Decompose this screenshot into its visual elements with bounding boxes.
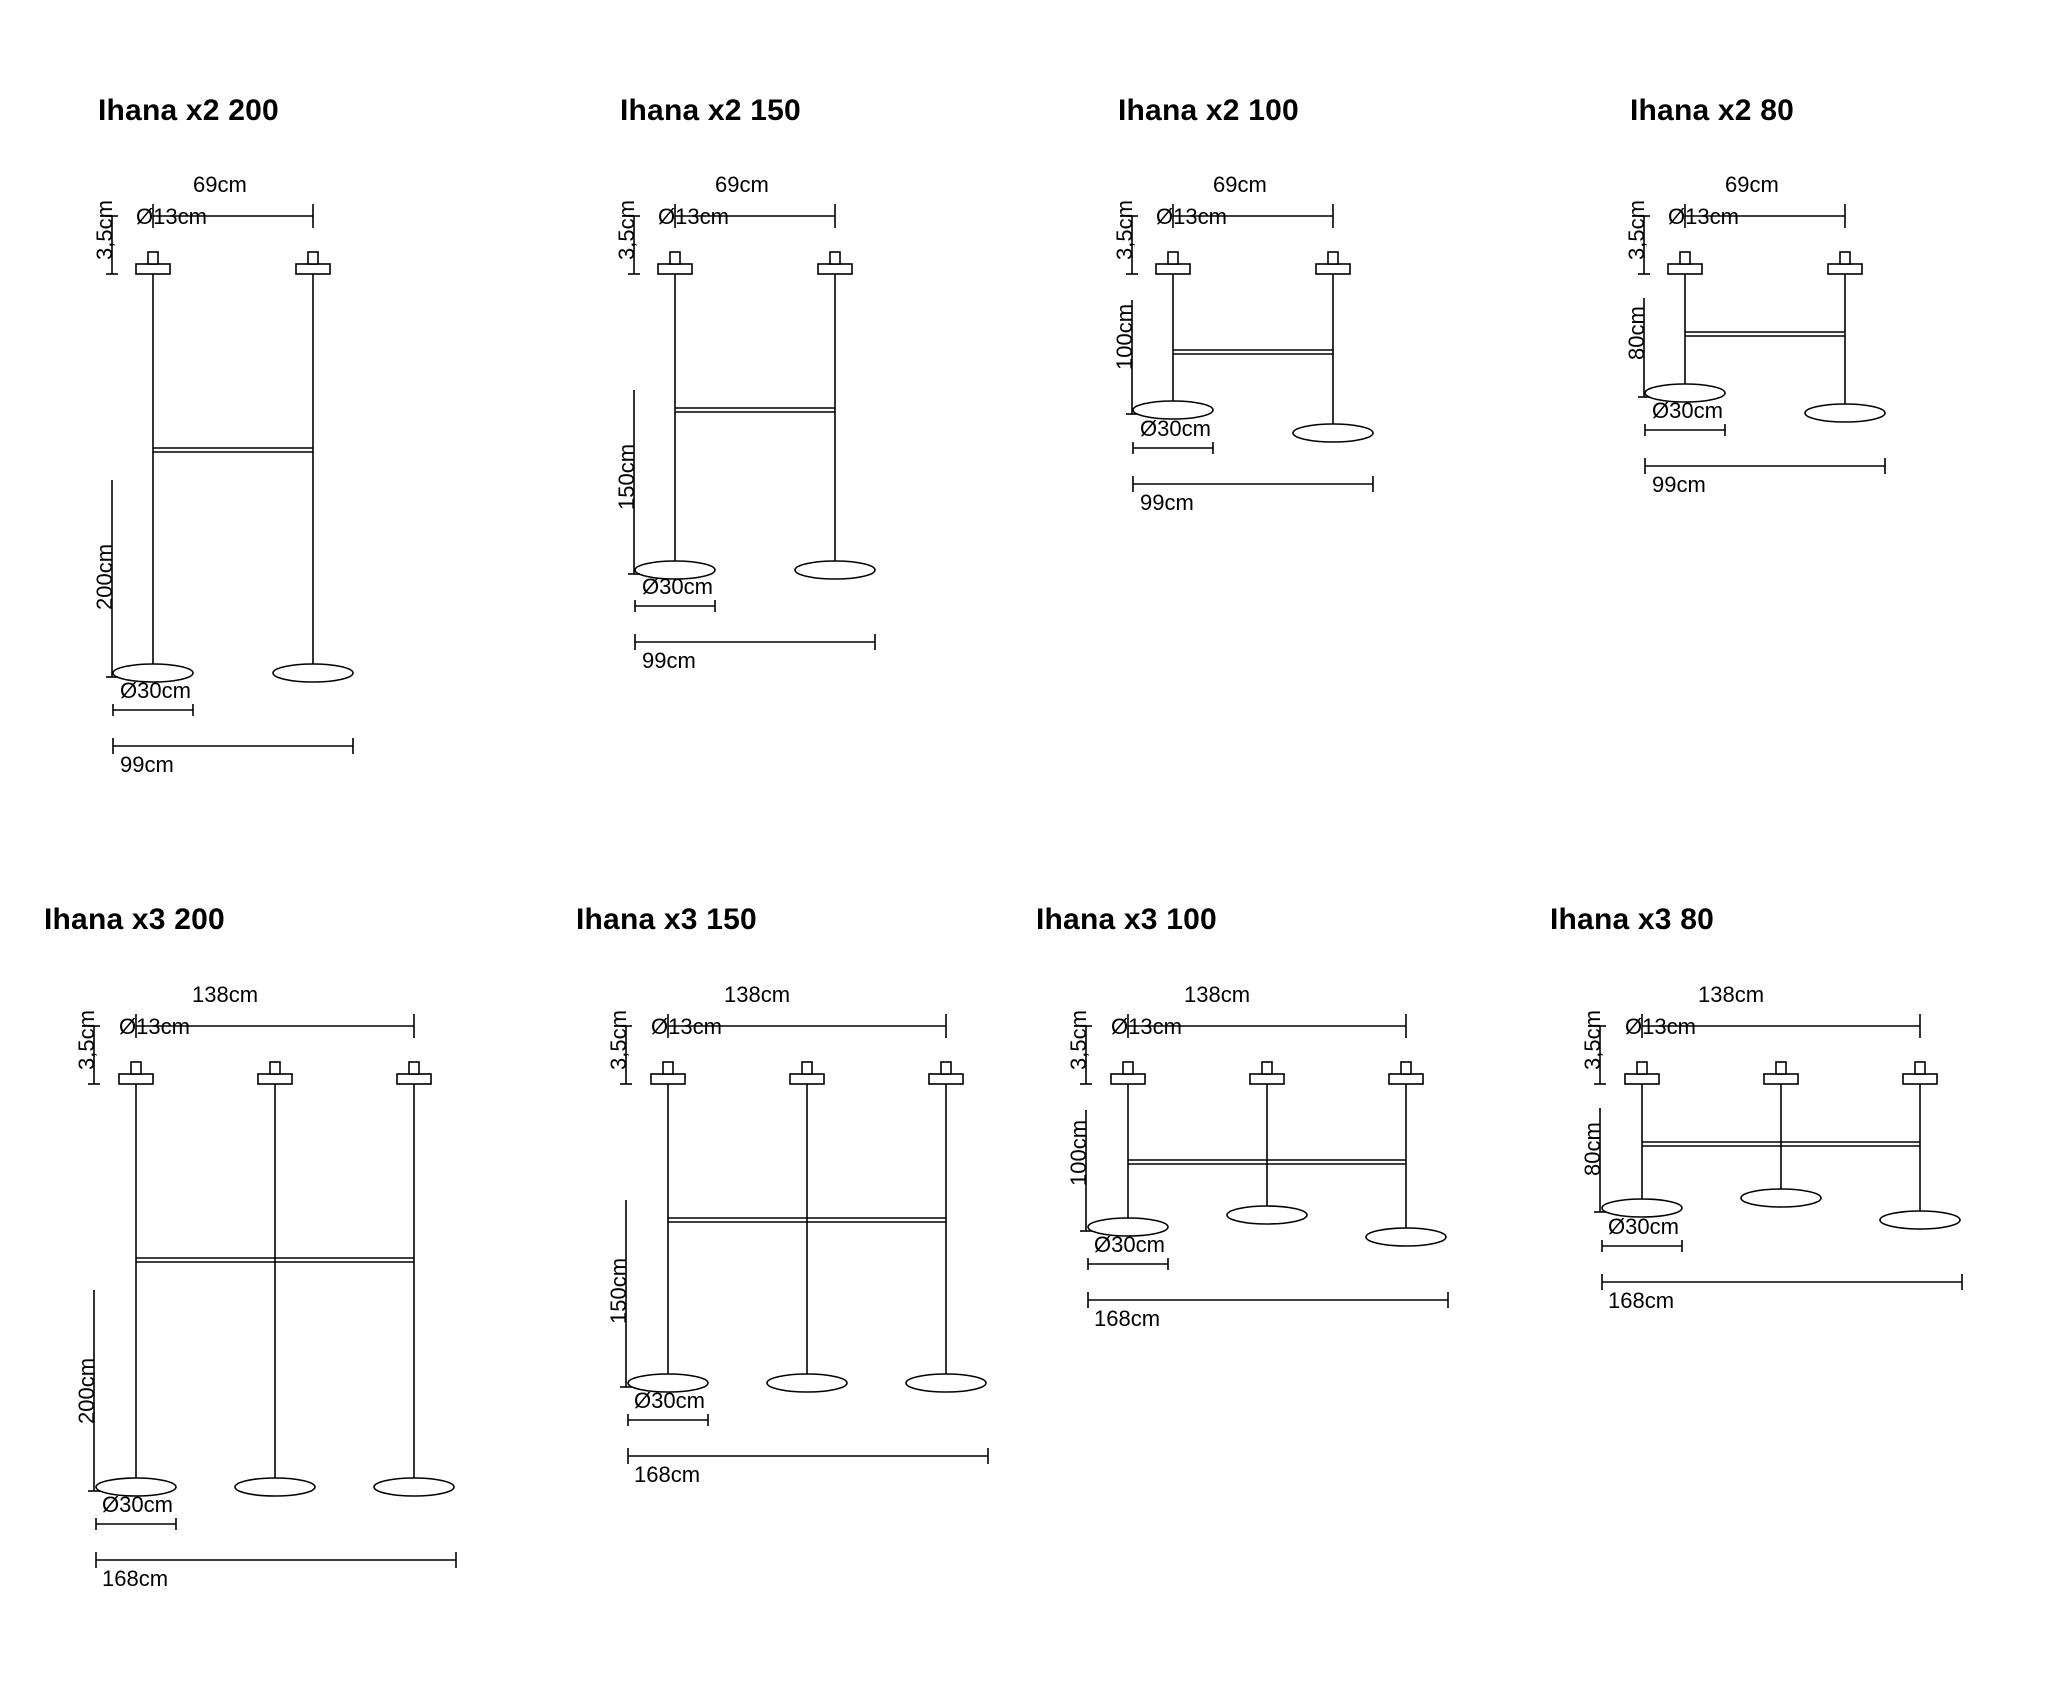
- dim-drop-height: 150cm: [614, 443, 639, 510]
- dim-overall-width: 99cm: [1140, 490, 1194, 515]
- dim-top-width: 138cm: [724, 982, 791, 1007]
- dim-base-diameter: Ø30cm: [1608, 1214, 1679, 1239]
- drawing-ihana-x2-150: [614, 172, 960, 700]
- drawing-ihana-x2-80: [1624, 172, 1970, 580]
- dim-drop-height: 80cm: [1580, 1122, 1605, 1176]
- dim-drop-height: 100cm: [1066, 1119, 1091, 1186]
- dim-canopy-diameter: Ø13cm: [1111, 1014, 1182, 1039]
- panel-title: Ihana x3 100: [1036, 903, 1217, 936]
- dim-overall-width: 99cm: [1652, 472, 1706, 497]
- dim-canopy-height: 3,5cm: [606, 1010, 631, 1070]
- dim-canopy-height: 3,5cm: [1624, 200, 1649, 260]
- drawing-svg: [576, 990, 996, 1530]
- drawing-ihana-x2-100: [1112, 172, 1458, 610]
- dim-top-width: 138cm: [192, 982, 259, 1007]
- dim-overall-width: 99cm: [120, 752, 174, 777]
- dim-top-width: 138cm: [1698, 982, 1765, 1007]
- dim-drop-height: 100cm: [1112, 303, 1137, 370]
- drawing-svg: [1036, 990, 1456, 1440]
- dim-canopy-diameter: Ø13cm: [136, 204, 207, 229]
- dim-overall-width: 168cm: [102, 1566, 169, 1591]
- drawing-svg: [1550, 990, 1970, 1420]
- dim-canopy-height: 3,5cm: [1580, 1010, 1605, 1070]
- drawing-ihana-x2-200: [92, 172, 438, 780]
- drawing-svg: [1630, 180, 1970, 580]
- dim-drop-height: 200cm: [74, 1357, 99, 1424]
- panel-title: Ihana x3 80: [1550, 903, 1714, 936]
- dim-canopy-height: 3,5cm: [1066, 1010, 1091, 1070]
- panel-title: Ihana x3 150: [576, 903, 757, 936]
- panel-title: Ihana x2 200: [98, 94, 279, 127]
- drawing-ihana-x3-100: [1036, 982, 1456, 1440]
- dim-base-diameter: Ø30cm: [102, 1492, 173, 1517]
- dim-top-width: 138cm: [1184, 982, 1251, 1007]
- dim-drop-height: 150cm: [606, 1257, 631, 1324]
- dim-drop-height: 80cm: [1624, 306, 1649, 360]
- panel-title: Ihana x2 100: [1118, 94, 1299, 127]
- dim-overall-width: 168cm: [634, 1462, 701, 1487]
- dim-overall-width: 168cm: [1608, 1288, 1675, 1313]
- dim-base-diameter: Ø30cm: [120, 678, 191, 703]
- dim-canopy-height: 3,5cm: [1112, 200, 1137, 260]
- dim-canopy-diameter: Ø13cm: [651, 1014, 722, 1039]
- dim-canopy-height: 3,5cm: [92, 200, 117, 260]
- dim-base-diameter: Ø30cm: [1094, 1232, 1165, 1257]
- dim-canopy-height: 3,5cm: [74, 1010, 99, 1070]
- dim-top-width: 69cm: [715, 172, 769, 197]
- dim-canopy-diameter: Ø13cm: [1156, 204, 1227, 229]
- dim-canopy-diameter: Ø13cm: [658, 204, 729, 229]
- panel-title: Ihana x3 200: [44, 903, 225, 936]
- drawing-ihana-x3-80: [1550, 982, 1970, 1420]
- dim-base-diameter: Ø30cm: [634, 1388, 705, 1413]
- dim-base-diameter: Ø30cm: [1140, 416, 1211, 441]
- drawing-ihana-x3-200: [44, 982, 464, 1610]
- dim-canopy-height: 3,5cm: [614, 200, 639, 260]
- dim-canopy-diameter: Ø13cm: [1668, 204, 1739, 229]
- dim-top-width: 69cm: [1725, 172, 1779, 197]
- drawing-svg: [1118, 180, 1458, 610]
- dim-top-width: 69cm: [193, 172, 247, 197]
- dim-drop-height: 200cm: [92, 543, 117, 610]
- drawing-svg: [620, 180, 960, 700]
- dim-base-diameter: Ø30cm: [642, 574, 713, 599]
- drawing-ihana-x3-150: [576, 982, 996, 1530]
- panel-title: Ihana x2 150: [620, 94, 801, 127]
- dim-base-diameter: Ø30cm: [1652, 398, 1723, 423]
- dim-overall-width: 99cm: [642, 648, 696, 673]
- panel-title: Ihana x2 80: [1630, 94, 1794, 127]
- dim-top-width: 69cm: [1213, 172, 1267, 197]
- dim-canopy-diameter: Ø13cm: [119, 1014, 190, 1039]
- dim-overall-width: 168cm: [1094, 1306, 1161, 1331]
- dim-canopy-diameter: Ø13cm: [1625, 1014, 1696, 1039]
